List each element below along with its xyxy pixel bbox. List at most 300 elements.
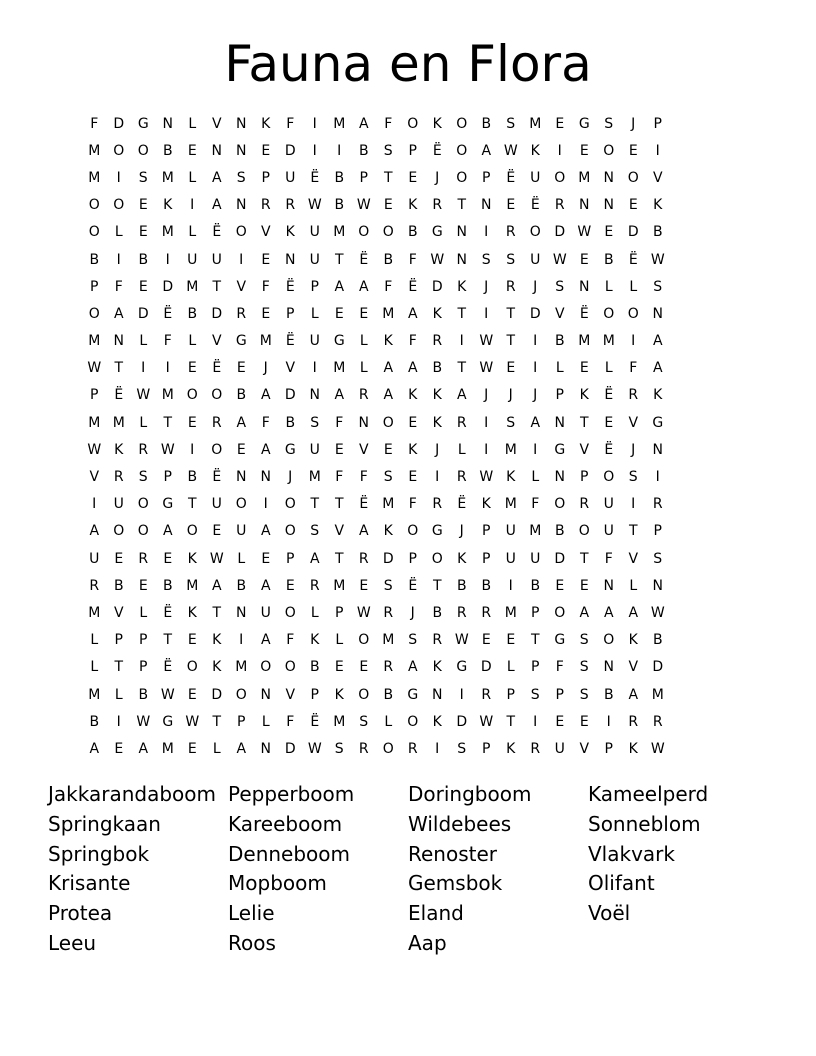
grid-letter: R [432,632,443,649]
word-list-item: Jakkarandaboom [48,782,216,806]
grid-letter: P [237,713,246,730]
grid-letter: T [506,305,516,322]
grid-letter: O [627,305,639,322]
grid-letter: S [530,686,540,703]
grid-letter: U [113,496,124,513]
grid-letter: P [261,169,270,186]
grid-letter: L [629,278,638,295]
grid-letter: T [187,496,197,513]
grid-letter: D [529,305,541,322]
grid-letter: D [652,659,664,676]
grid-letter: S [138,169,148,186]
grid-letter: V [236,278,247,295]
grid-letter: R [432,496,443,513]
grid-letter: R [260,197,271,214]
grid-letter: A [407,305,418,322]
grid-letter: I [116,251,121,268]
grid-letter: P [310,278,319,295]
grid-letter: W [209,550,224,567]
grid-letter: W [577,224,592,241]
grid-letter: E [334,441,344,458]
grid-letter: O [456,115,468,132]
grid-letter: E [408,169,418,186]
grid-letter: B [334,197,345,214]
grid-letter: O [260,659,272,676]
grid-letter: R [456,414,467,431]
grid-letter: I [239,632,244,649]
grid-letter: R [652,713,663,730]
grid-letter: V [579,441,590,458]
grid-letter: L [359,333,368,350]
grid-letter: M [88,414,101,431]
word-list-item: Renoster [408,841,498,866]
grid-letter: E [236,360,246,377]
word-list-item: Krisante [48,871,131,896]
grid-letter: T [506,333,516,350]
grid-letter: P [604,740,613,757]
word-list-item: Gemsbok [408,871,503,896]
grid-letter: B [554,333,565,350]
grid-letter: T [383,169,393,186]
grid-letter: R [432,333,443,350]
word-list-item: Kameelperd [588,782,709,806]
grid-letter: I [312,360,317,377]
grid-letter: Ë [310,169,320,186]
grid-letter: S [555,278,565,295]
grid-letter: R [358,550,369,567]
grid-letter: F [604,550,613,567]
grid-letter: T [212,278,222,295]
grid-letter: M [529,523,542,540]
grid-letter: F [163,333,172,350]
grid-letter: O [88,197,100,214]
grid-letter: B [309,659,320,676]
grid-letter: L [188,333,197,350]
grid-letter: M [578,333,591,350]
grid-row [82,328,742,355]
grid-letter: O [235,686,247,703]
grid-letter: T [457,360,467,377]
grid-letter: E [604,224,614,241]
grid-letter: U [236,523,247,540]
grid-letter: S [383,142,393,159]
grid-letter: K [432,115,442,132]
grid-letter: U [530,550,541,567]
grid-letter: O [382,740,394,757]
grid-letter: L [114,686,123,703]
grid-letter: K [212,659,222,676]
grid-letter: A [358,278,369,295]
grid-letter: R [113,469,124,486]
grid-letter: O [382,414,394,431]
grid-letter: N [652,577,663,594]
grid-letter: J [508,387,513,404]
grid-letter: K [432,713,442,730]
grid-letter: P [482,740,491,757]
grid-letter: D [284,740,296,757]
word-list-item: Springbok [48,841,150,866]
grid-letter: I [631,333,636,350]
grid-letter: J [631,441,636,458]
grid-letter: O [358,686,370,703]
word-list-item: Kareeboom [228,811,343,836]
grid-letter: U [530,169,541,186]
grid-letter: E [359,577,369,594]
grid-letter: P [139,659,148,676]
grid-row [82,627,742,654]
grid-letter: N [236,469,247,486]
grid-letter: P [653,523,662,540]
grid-letter: S [310,414,320,431]
grid-letter: E [555,713,565,730]
grid-letter: A [407,659,418,676]
grid-letter: O [603,142,615,159]
grid-letter: P [482,550,491,567]
grid-letter: K [432,659,442,676]
grid-letter: E [114,550,124,567]
grid-letter: T [457,197,467,214]
grid-letter: I [263,496,268,513]
grid-letter: G [554,632,566,649]
grid-letter: E [628,142,638,159]
grid-letter: S [481,251,491,268]
grid-letter: Ë [163,604,173,621]
grid-letter: M [333,224,346,241]
grid-letter: P [114,632,123,649]
grid-letter: Ë [506,169,516,186]
grid-letter: W [87,360,102,377]
grid-letter: V [628,550,639,567]
grid-letter: M [88,169,101,186]
grid-letter: A [138,740,149,757]
grid-letter: T [163,414,173,431]
grid-letter: A [260,441,271,458]
grid-letter: R [432,197,443,214]
grid-letter: P [90,278,99,295]
grid-letter: E [261,305,271,322]
grid-letter: B [89,713,100,730]
grid-letter: R [628,387,639,404]
grid-letter: Ë [457,496,467,513]
grid-letter: G [162,713,174,730]
grid-letter: R [505,278,516,295]
grid-letter: F [335,414,344,431]
grid-letter: G [284,441,296,458]
grid-letter: E [408,469,418,486]
grid-letter: N [236,115,247,132]
grid-row [82,436,742,463]
grid-letter: W [479,333,494,350]
grid-letter: O [603,469,615,486]
grid-letter: L [335,632,344,649]
grid-letter: N [579,197,590,214]
grid-letter: W [87,441,102,458]
word-list-item: Eland [408,901,464,926]
grid-letter: W [650,740,665,757]
grid-letter: E [555,577,565,594]
grid-letter: K [653,387,663,404]
grid-letter: N [260,469,271,486]
grid-letter: M [504,604,517,621]
grid-letter: F [531,496,540,513]
grid-letter: V [260,224,271,241]
grid-letter: U [554,740,565,757]
grid-letter: V [579,740,590,757]
grid-letter: S [628,469,638,486]
grid-letter: K [334,686,344,703]
grid-letter: E [383,197,393,214]
grid-row [82,463,742,490]
grid-letter: M [504,441,517,458]
grid-letter: B [432,604,443,621]
grid-row [82,192,742,219]
grid-letter: M [88,604,101,621]
word-list-item: Leeu [48,930,97,955]
grid-letter: U [211,251,222,268]
grid-letter: R [554,197,565,214]
grid-letter: T [579,414,589,431]
grid-letter: B [383,686,394,703]
grid-letter: E [579,713,589,730]
grid-letter: B [162,142,173,159]
grid-letter: Ë [408,577,418,594]
grid-letter: B [481,115,492,132]
grid-letter: K [457,550,467,567]
grid-letter: N [309,387,320,404]
grid-letter: B [603,251,614,268]
word-list-column [48,780,228,959]
grid-letter: W [650,251,665,268]
grid-letter: R [358,387,369,404]
grid-letter: A [260,387,271,404]
grid-letter: R [89,577,100,594]
grid-letter: F [335,469,344,486]
grid-row [82,599,742,626]
grid-letter: A [407,360,418,377]
grid-letter: W [136,387,151,404]
grid-letter: B [358,142,369,159]
grid-letter: J [288,469,293,486]
grid-letter: B [89,251,100,268]
grid-letter: U [309,333,320,350]
grid-letter: L [506,659,515,676]
grid-letter: E [579,142,589,159]
grid-letter: O [578,523,590,540]
grid-letter: N [211,142,222,159]
grid-letter: P [286,305,295,322]
grid-letter: B [383,251,394,268]
grid-letter: P [482,169,491,186]
grid-letter: D [211,686,223,703]
grid-row [82,273,742,300]
grid-letter: L [139,333,148,350]
grid-letter: R [211,414,222,431]
grid-letter: K [506,740,516,757]
word-list-item: Pepperboom [228,782,355,806]
grid-letter: S [383,577,393,594]
grid-letter: F [384,278,393,295]
grid-row [82,491,742,518]
grid-letter: J [631,115,636,132]
grid-letter: W [356,604,371,621]
grid-letter: O [529,224,541,241]
grid-letter: Ë [163,659,173,676]
grid-letter: U [285,169,296,186]
grid-letter: K [187,550,197,567]
grid-letter: W [479,360,494,377]
grid-letter: I [116,713,121,730]
grid-letter: A [334,278,345,295]
grid-letter: I [484,305,489,322]
grid-letter: I [484,224,489,241]
grid-letter: S [236,169,246,186]
grid-letter: Ë [310,713,320,730]
grid-row [82,654,742,681]
grid-letter: A [162,523,173,540]
grid-letter: O [88,224,100,241]
grid-letter: L [261,713,270,730]
grid-letter: I [484,441,489,458]
grid-letter: K [383,523,393,540]
grid-letter: O [603,305,615,322]
grid-letter: Ë [285,278,295,295]
grid-letter: E [187,142,197,159]
grid-letter: A [260,523,271,540]
grid-letter: O [113,142,125,159]
grid-letter: T [163,632,173,649]
grid-letter: G [235,333,247,350]
grid-letter: M [161,387,174,404]
grid-letter: B [162,577,173,594]
grid-letter: E [187,686,197,703]
grid-letter: G [578,115,590,132]
grid-letter: P [163,469,172,486]
grid-letter: Ë [408,278,418,295]
grid-letter: T [212,604,222,621]
grid-letter: A [579,604,590,621]
grid-letter: P [531,604,540,621]
grid-letter: M [88,142,101,159]
grid-letter: P [555,387,564,404]
grid-letter: L [555,360,564,377]
word-list-item: Denneboom [228,841,351,866]
grid-letter: O [456,169,468,186]
grid-letter: E [334,305,344,322]
word-list-item: Protea [48,901,113,926]
grid-letter: Ë [212,469,222,486]
grid-letter: B [334,169,345,186]
grid-letter: E [579,577,589,594]
grid-letter: W [479,469,494,486]
grid-letter: N [603,659,614,676]
grid-row [82,735,742,762]
grid-letter: T [628,523,638,540]
grid-letter: A [530,414,541,431]
grid-letter: Ë [212,360,222,377]
grid-letter: W [307,197,322,214]
grid-letter: M [333,360,346,377]
grid-letter: V [89,469,100,486]
grid-letter: F [629,360,638,377]
grid-letter: K [114,441,124,458]
grid-letter: E [359,659,369,676]
grid-letter: O [137,496,149,513]
grid-letter: Ë [163,305,173,322]
grid-letter: R [236,305,247,322]
grid-letter: L [212,740,221,757]
grid-letter: N [579,278,590,295]
grid-letter: M [504,496,517,513]
grid-letter: V [358,441,369,458]
grid-letter: O [284,659,296,676]
word-list-item: Wildebees [408,811,512,836]
grid-letter: O [284,604,296,621]
grid-letter: E [481,632,491,649]
grid-letter: K [432,305,442,322]
grid-letter: T [114,659,124,676]
grid-letter: N [260,740,271,757]
grid-letter: R [138,441,149,458]
grid-letter: S [408,632,418,649]
grid-letter: N [603,197,614,214]
grid-letter: D [480,659,492,676]
grid-letter: Ë [432,142,442,159]
grid-letter: I [141,360,146,377]
grid-letter: P [408,550,417,567]
grid-letter: R [505,224,516,241]
grid-letter: E [408,414,418,431]
grid-letter: J [533,387,538,404]
grid-letter: E [138,278,148,295]
grid-letter: L [359,360,368,377]
grid-row [82,300,742,327]
grid-letter: O [382,224,394,241]
grid-row [82,518,742,545]
grid-letter: R [456,469,467,486]
grid-letter: F [261,414,270,431]
grid-letter: V [334,523,345,540]
grid-letter: A [456,387,467,404]
grid-letter: I [533,441,538,458]
grid-letter: V [628,659,639,676]
grid-letter: T [334,496,344,513]
grid-letter: E [555,115,565,132]
grid-letter: M [333,115,346,132]
grid-letter: B [432,360,443,377]
grid-letter: R [285,197,296,214]
grid-letter: M [161,169,174,186]
grid-letter: B [187,469,198,486]
grid-letter: K [432,414,442,431]
grid-letter: M [308,469,321,486]
grid-letter: P [139,632,148,649]
grid-letter: E [187,632,197,649]
grid-letter: E [212,523,222,540]
grid-letter: T [334,550,344,567]
grid-letter: A [358,523,369,540]
grid-letter: E [138,577,148,594]
grid-row [82,246,742,273]
grid-letter: U [505,550,516,567]
grid-letter: O [113,523,125,540]
grid-letter: P [408,142,417,159]
word-list-item: Sonneblom [588,811,701,836]
grid-letter: B [481,577,492,594]
grid-letter: F [408,251,417,268]
grid-letter: W [430,251,445,268]
grid-letter: F [359,469,368,486]
grid-letter: D [284,142,296,159]
